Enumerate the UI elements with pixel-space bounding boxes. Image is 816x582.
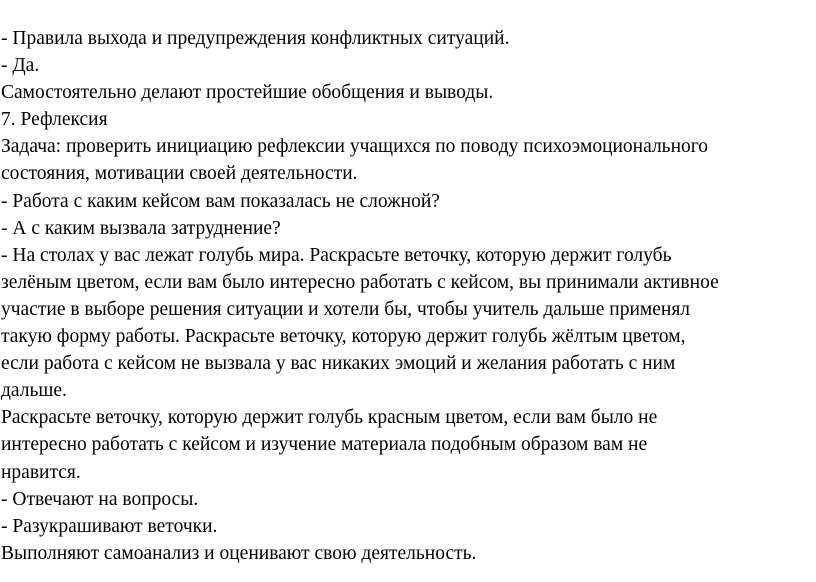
red-instruction-line-3: нравится. — [1, 461, 81, 483]
student-answer-questions: - Отвечают на вопросы. — [1, 488, 199, 510]
red-instruction-line-2: интересно работать с кейсом и изучение материала подобным образом вам не — [1, 434, 648, 456]
instruction-line-6: дальше. — [1, 380, 67, 402]
instruction-line-4: такую форму работы. Раскрасьте веточку, которую держит голубь жёлтым цветом, — [1, 326, 686, 348]
question-hard-case: - А с каким вызвала затруднение? — [1, 217, 281, 239]
task-text-line-2: состояния, мотивации своей деятельности. — [1, 163, 358, 185]
instruction-line-5: если работа с кейсом не вызвала у вас никаких эмоций и желания работать с ним — [1, 353, 676, 375]
line-generalizations: Самостоятельно делают простейшие обобщения и выводы. — [1, 82, 494, 104]
line-rules-answer: - Правила выхода и предупреждения конфликтных ситуаций. — [1, 28, 510, 49]
line-yes-answer: - Да. — [1, 55, 40, 77]
task-text-line-1: Задача: проверить инициацию рефлексии учащихся по поводу психоэмоционального — [1, 136, 709, 158]
instruction-line-3: участие в выборе решения ситуации и хотели бы, чтобы учитель дальше применял — [1, 298, 691, 320]
instruction-line-1: - На столах у вас лежат голубь мира. Раскрасьте веточку, которую держит голубь — [1, 244, 672, 266]
student-self-analysis: Выполняют самоанализ и оценивают свою деятельность. — [1, 542, 477, 564]
instruction-line-2: зелёным цветом, если вам было интересно работать с кейсом, вы принимали активное — [1, 271, 719, 293]
question-easy-case: - Работа с каким кейсом вам показалась не сложной? — [1, 190, 440, 212]
red-instruction-line-1: Раскрасьте веточку, которую держит голубь красным цветом, если вам было не — [1, 407, 658, 429]
section-heading-reflection: 7. Рефлексия — [1, 109, 108, 131]
student-color-branches: - Разукрашивают веточки. — [1, 515, 218, 537]
